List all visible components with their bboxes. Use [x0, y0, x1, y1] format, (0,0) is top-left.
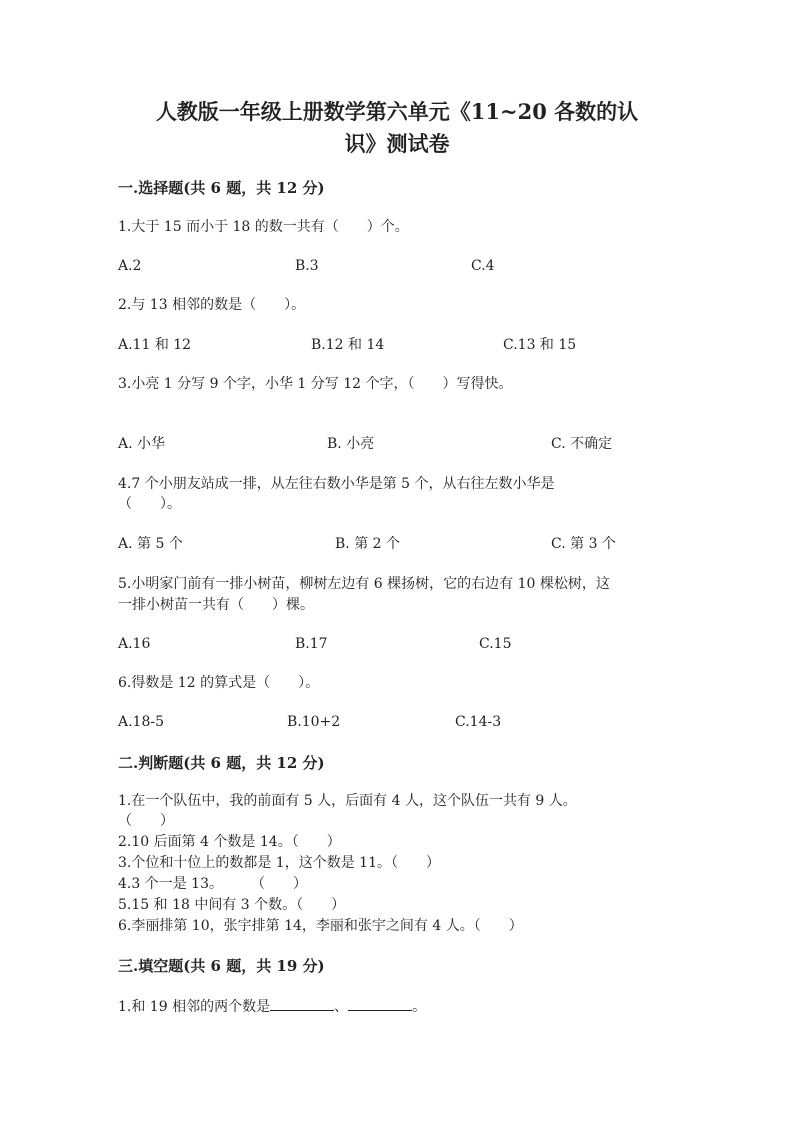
page-title-line1: 人教版一年级上册数学第六单元《11~20 各数的认 [155, 99, 639, 124]
fill-blank-1[interactable] [270, 996, 334, 1011]
q5-option-c: C.15 [479, 636, 512, 652]
fill-question-1 [118, 996, 426, 1017]
judge-item-4: 4.3 个一是 13。 （ ） [118, 876, 307, 892]
question-5-line1: 5.小明家门前有一排小树苗，柳树左边有 6 棵扬树，它的右边有 10 棵松树，这 [118, 576, 610, 592]
q1-option-b: B.3 [295, 258, 319, 274]
q2-option-c: C.13 和 15 [503, 337, 577, 353]
question-5-line2: 一排小树苗一共有（ ）棵。 [118, 597, 314, 613]
question-3: 3.小亮 1 分写 9 个字，小华 1 分写 12 个字，（ ）写得快。 [118, 376, 513, 392]
judge-item-5: 5.15 和 18 中间有 3 个数。（ ） [118, 897, 346, 913]
section-heading-fill: 三.填空题(共 6 题，共 19 分) [118, 957, 325, 975]
section-heading-judge: 二.判断题(共 6 题，共 12 分) [118, 754, 325, 772]
question-6: 6.得数是 12 的算式是（ ）。 [118, 675, 320, 691]
question-4-line2: （ ）。 [118, 496, 181, 512]
q5-option-a: A.16 [118, 636, 151, 652]
q1-option-c: C.4 [471, 258, 495, 274]
q5-option-b: B.17 [295, 636, 328, 652]
judge-item-3: 3.个位和十位上的数都是 1，这个数是 11。（ ） [118, 855, 440, 871]
q2-option-a: A.11 和 12 [118, 337, 192, 353]
q1-option-a: A.2 [118, 258, 142, 274]
question-4-line1: 4.7 个小朋友站成一排，从左往右数小华是第 5 个，从右往左数小华是 [118, 476, 555, 492]
q3-option-c: C. 不确定 [551, 436, 613, 452]
fill-q1-prefix: 1.和 19 相邻的两个数是 [118, 999, 271, 1015]
judge-item-2: 2.10 后面第 4 个数是 14。（ ） [118, 834, 341, 850]
q4-option-a: A. 第 5 个 [118, 536, 183, 552]
q3-option-b: B. 小亮 [327, 436, 375, 452]
judge-item-1: 1.在一个队伍中，我的前面有 5 人，后面有 4 人，这个队伍一共有 9 人。 [118, 793, 577, 809]
q4-option-b: B. 第 2 个 [335, 536, 400, 552]
question-1: 1.大于 15 而小于 18 的数一共有（ ）个。 [118, 219, 409, 235]
question-2: 2.与 13 相邻的数是（ ）。 [118, 297, 306, 313]
fill-q1-separator: 、 [334, 999, 349, 1015]
fill-blank-2[interactable] [348, 996, 412, 1011]
q6-option-b: B.10+2 [287, 714, 341, 730]
fill-q1-suffix: 。 [412, 999, 427, 1015]
q6-option-c: C.14-3 [455, 714, 502, 730]
judge-item-6: 6.李丽排第 10，张宇排第 14，李丽和张宇之间有 4 人。（ ） [118, 918, 523, 934]
q2-option-b: B.12 和 14 [311, 337, 385, 353]
q6-option-a: A.18-5 [118, 714, 165, 730]
q4-option-c: C. 第 3 个 [551, 536, 616, 552]
judge-item-1-bracket: （ ） [118, 813, 174, 829]
q3-option-a: A. 小华 [118, 436, 166, 452]
section-heading-choice: 一.选择题(共 6 题，共 12 分) [118, 179, 325, 197]
page-title-line2: 识》测试卷 [344, 131, 450, 156]
